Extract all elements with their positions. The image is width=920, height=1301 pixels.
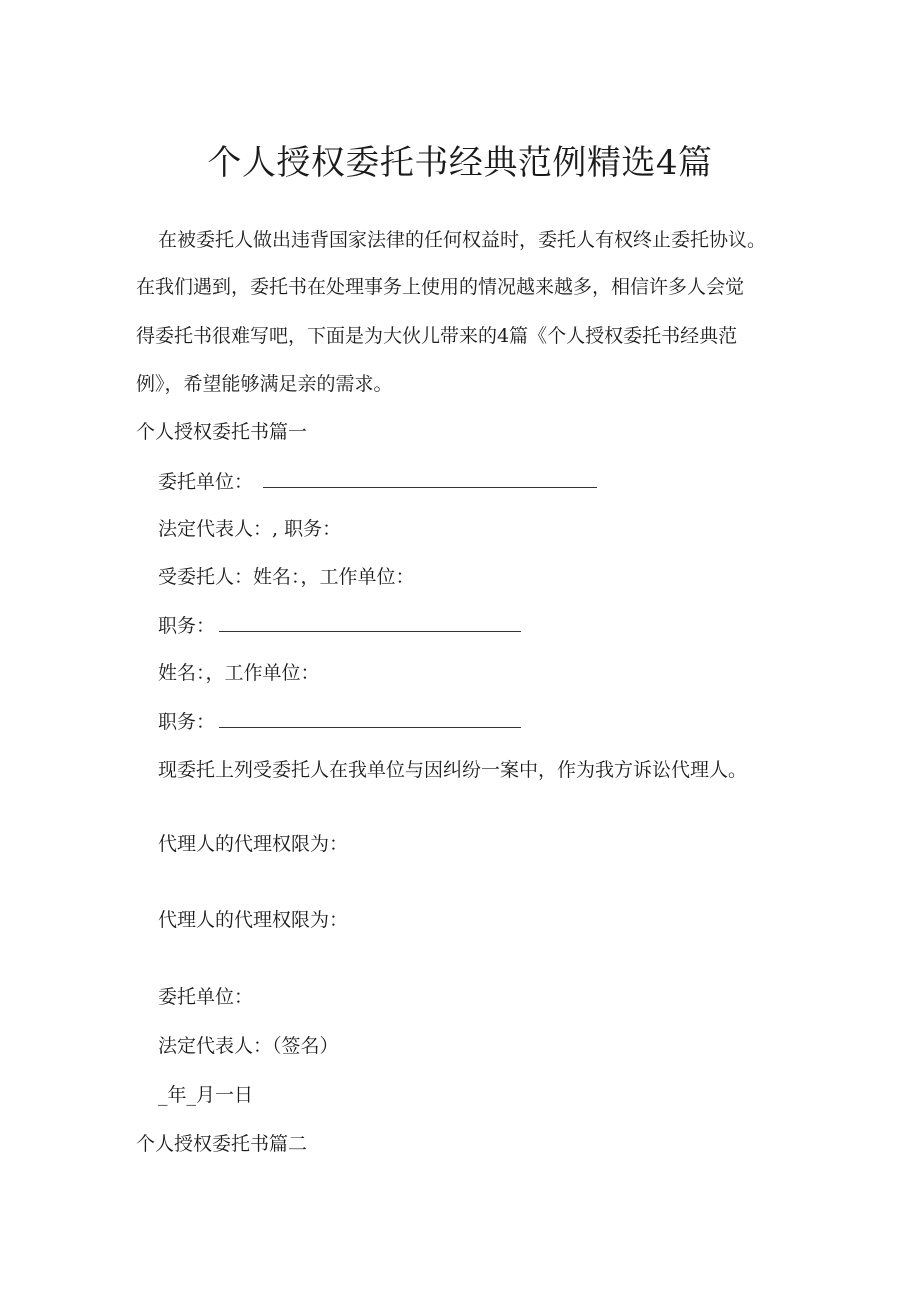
field-trustee: 受委托人：姓名：，工作单位：	[158, 566, 415, 588]
entrust-statement: 现委托上列受委托人在我单位与因纠纷一案中，作为我方诉讼代理人。	[158, 759, 748, 781]
agent-authority-2: 代理人的代理权限为：	[158, 909, 349, 931]
field-legal-rep: 法定代表人：, 职务：	[158, 518, 342, 540]
intro-line-2: 在我们遇到，委托书在处理事务上使用的情况越来越多，相信许多人会觉	[136, 276, 745, 298]
sign-date: _年_月一日	[158, 1084, 254, 1106]
sign-unit: 委托单位：	[158, 986, 254, 1008]
section-heading-2: 个人授权委托书篇二	[136, 1133, 308, 1155]
blank-underline	[219, 707, 521, 728]
blank-underline	[219, 611, 521, 632]
field-label: 职务：	[158, 615, 216, 637]
field-name-unit: 姓名：，工作单位：	[158, 662, 320, 684]
intro-line-3: 得委托书很难写吧，下面是为大伙儿带来的4篇《个人授权委托书经典范	[136, 325, 738, 347]
blank-underline	[263, 467, 597, 488]
agent-authority-1: 代理人的代理权限为：	[158, 833, 349, 855]
field-label: 职务：	[158, 711, 216, 733]
document-title: 个人授权委托书经典范例精选4篇	[207, 143, 713, 183]
field-label: 委托单位：	[158, 471, 254, 493]
section-heading-1: 个人授权委托书篇一	[136, 421, 308, 443]
field-position-1	[158, 611, 521, 640]
field-entrusting-unit	[158, 467, 597, 496]
sign-legal-rep: 法定代表人：（签名）	[158, 1035, 339, 1057]
intro-line-4: 例》，希望能够满足亲的需求。	[136, 373, 393, 395]
field-position-2	[158, 707, 521, 736]
intro-line-1: 在被委托人做出违背国家法律的任何权益时，委托人有权终止委托协议。	[158, 229, 767, 251]
